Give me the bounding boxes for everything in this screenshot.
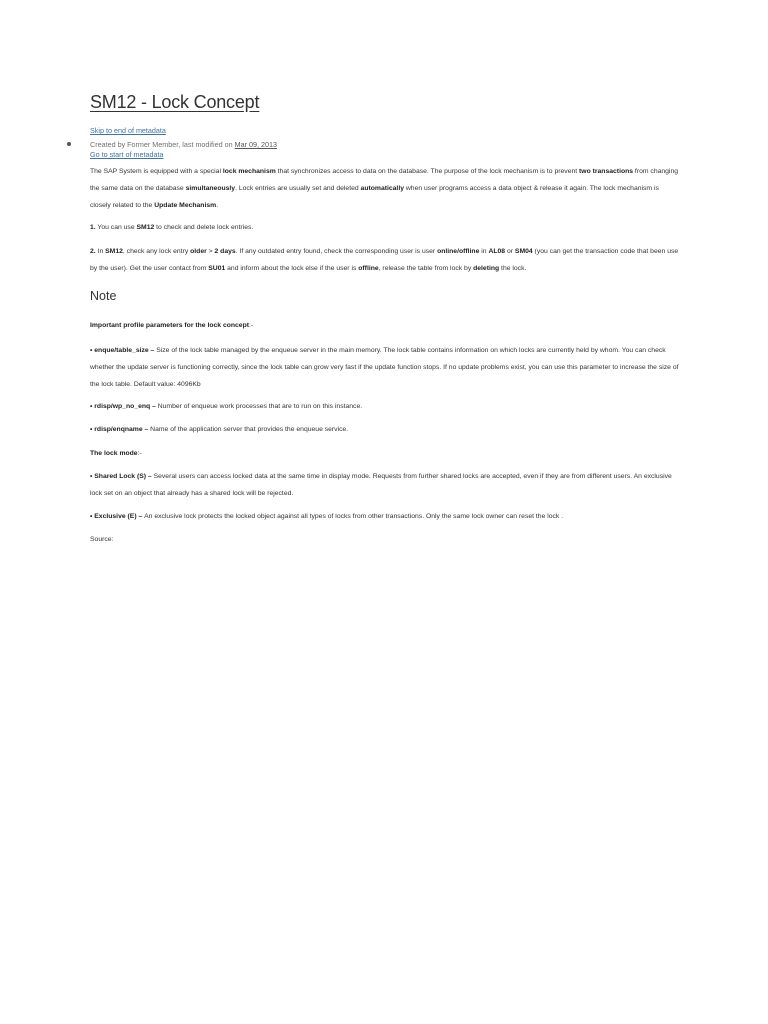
lock-mode-exclusive: • Exclusive (E) – An exclusive lock protects the locked object against all types of locks from other transactions. Only the same lock owner can reset the lock . xyxy=(90,513,564,520)
lock-mode-shared: • Shared Lock (S) – Several users can access locked data at the same time in display mode. Requests from further shared locks are accepted, even if they are from different users. An exclusive lock set on an object that already has a shared lock will be rejected. xyxy=(90,473,672,497)
modified-date-link[interactable]: Mar 09, 2013 xyxy=(234,140,277,149)
intro-paragraph: The SAP System is equipped with a special lock mechanism that synchronizes access to data on the database. The purpose of the lock mechanism is to prevent two transactions from changing the same data on the database simultaneously. Lock entries are usually set and deleted automatically when user programs access a data object & release it again. The lock mechanism is closely related to the Update Mechanism. xyxy=(90,168,679,209)
step-2-paragraph: 2. In SM12, check any lock entry older > 2 days. If any outdated entry found, check the corresponding user is user online/offline in AL08 or SM04 (you can get the transaction code that been use by the user). Get the user contact from SU01 and inform about the lock else if the user is offline, release the table from lock by deleting the lock. xyxy=(90,248,679,272)
meta-text: Created by Former Member, last modified on xyxy=(90,140,235,149)
bullet-dot-icon xyxy=(67,142,71,146)
param-rdisp-enqname: • rdisp/enqname – Name of the application server that provides the enqueue service. xyxy=(90,426,349,433)
lock-mode-heading: The lock mode:- xyxy=(90,450,142,457)
note-heading: Note xyxy=(90,289,117,303)
param-rdisp-wp-no-enq: • rdisp/wp_no_enq – Number of enqueue work processes that are to run on this instance. xyxy=(90,403,363,410)
source-line: Source: xyxy=(90,536,114,543)
step-1-paragraph: 1. You can use SM12 to check and delete lock entries. xyxy=(90,224,254,231)
params-heading: Important profile parameters for the lock concept:- xyxy=(90,322,254,329)
page-title: SM12 - Lock Concept xyxy=(90,92,260,112)
go-to-start-link[interactable]: Go to start of metadata xyxy=(90,150,164,159)
param-enque-table-size: • enque/table_size – Size of the lock table managed by the enqueue server in the main memory. The lock table contains information on which locks are currently held by whom. You can check whether the update server is functioning correctly, since the lock table can grow very fast if the update function stops. If no update problems exist, you can use this parameter to increase the size of the lock table. Default value: 4096Kb xyxy=(90,347,679,388)
skip-to-end-link[interactable]: Skip to end of metadata xyxy=(90,126,166,135)
page-metadata xyxy=(90,140,277,149)
